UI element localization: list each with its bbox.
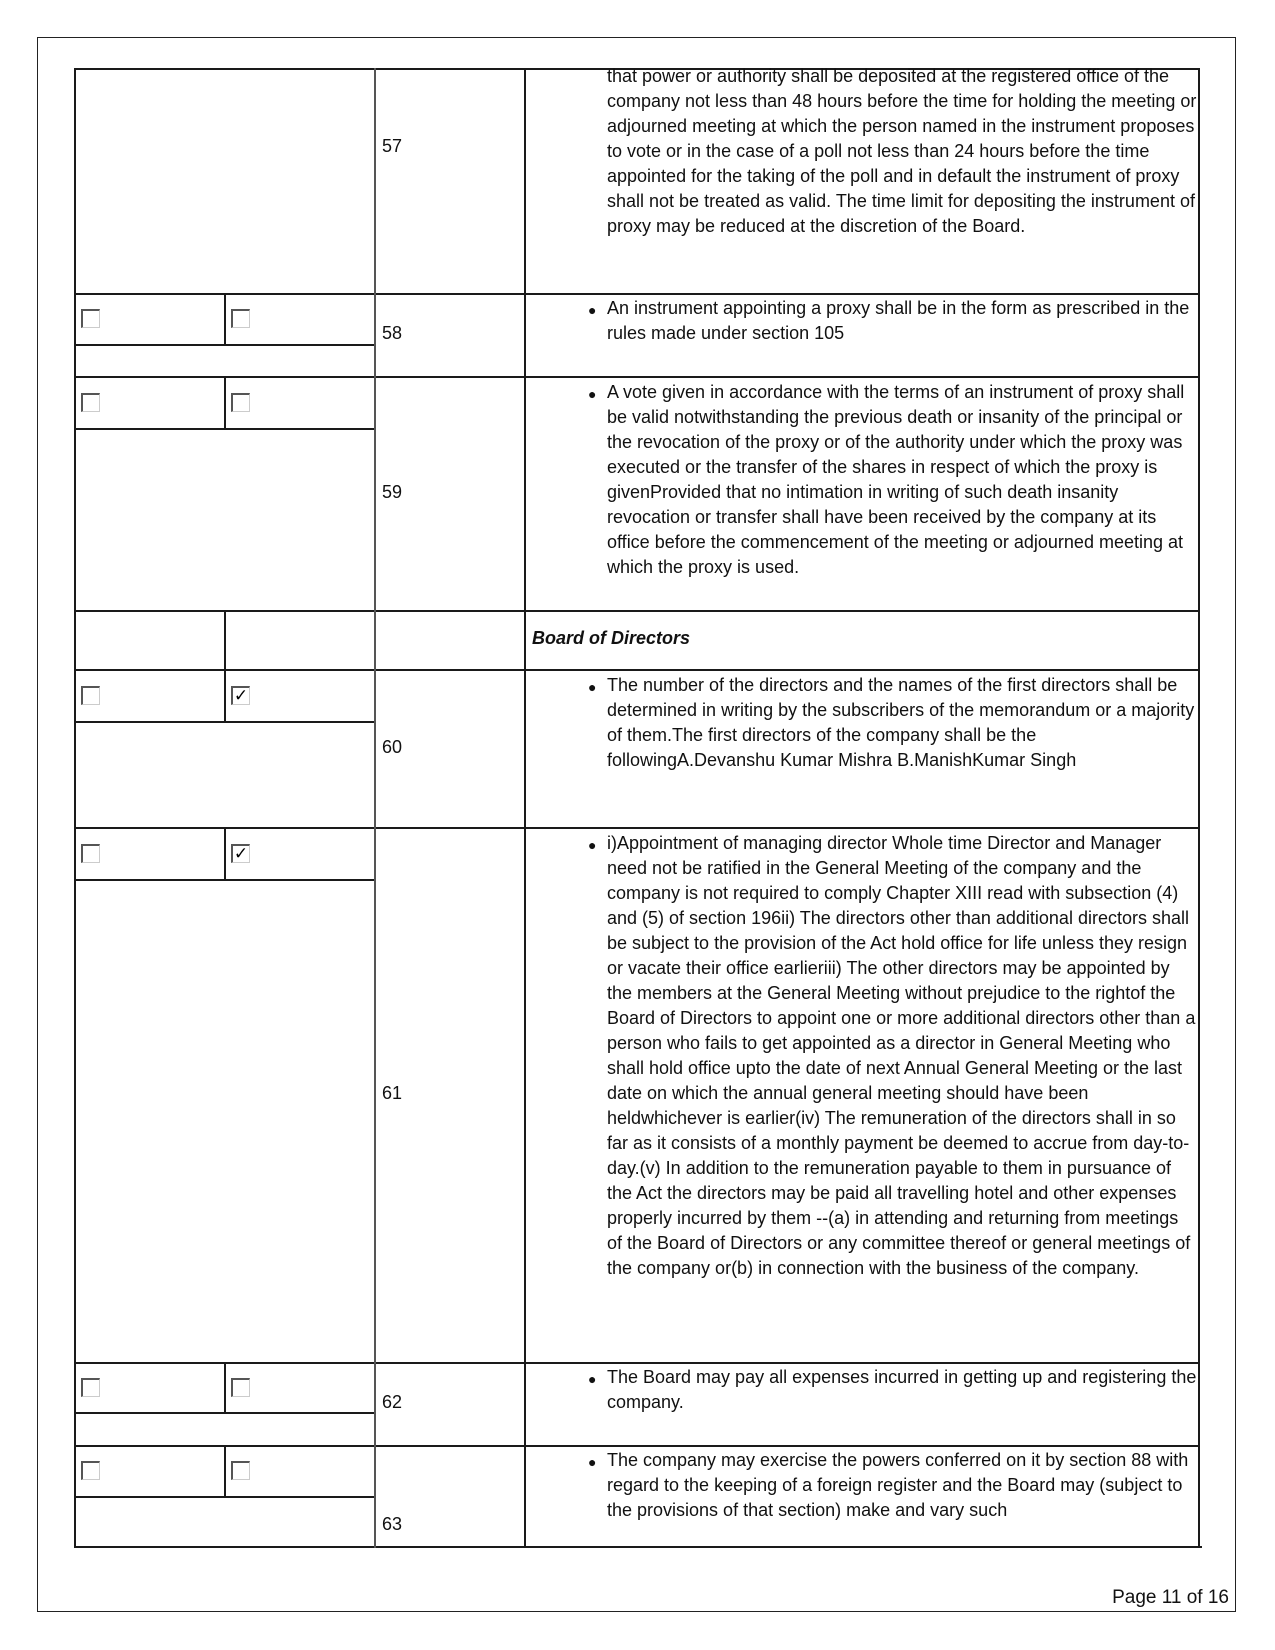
table-left-border [74, 68, 76, 1548]
article-number: 63 [382, 1514, 403, 1534]
article-text: The number of the directors and the names of the first directors shall be determined in writing by the subscribers of the memorandum or a majority of them.The first directors of the company shall be the followingA.Devanshu Kumar Mishra B.ManishKumar Singh [607, 675, 1195, 770]
row-divider [75, 293, 1200, 295]
checkbox-2[interactable] [231, 1378, 250, 1397]
row-divider [75, 827, 1200, 829]
article-number: 60 [382, 737, 403, 757]
checkbox-2[interactable] [231, 844, 250, 863]
page-number: Page 11 of 16 [1112, 1587, 1229, 1608]
checkbox-divider [224, 827, 226, 880]
checkbox-divider [224, 1362, 226, 1413]
article-number: 61 [382, 1083, 403, 1103]
checkmark-icon: ✓ [233, 844, 249, 863]
column-divider [374, 68, 376, 1548]
checkbox-2[interactable] [231, 309, 250, 328]
bullet-icon: ● [588, 1371, 597, 1387]
row-divider [75, 610, 1200, 612]
article-text: The Board may pay all expenses incurred in getting up and registering the company. [607, 1367, 1197, 1412]
row-divider [75, 1362, 1200, 1364]
row-divider [75, 669, 1200, 671]
checkbox-1[interactable] [81, 686, 100, 705]
bullet-icon: ● [588, 302, 597, 318]
checkbox-1[interactable] [81, 309, 100, 328]
article-number: 62 [382, 1392, 403, 1412]
checkbox-2[interactable] [231, 393, 250, 412]
article-number: 57 [382, 136, 403, 156]
checkbox-divider [224, 610, 226, 722]
row-divider [75, 1445, 1200, 1447]
bullet-icon: ● [588, 386, 597, 402]
checkbox-1[interactable] [81, 844, 100, 863]
checkbox-2[interactable] [231, 686, 250, 705]
table-right-border [1198, 68, 1200, 1548]
checkbox-divider [224, 1445, 226, 1497]
article-text: i)Appointment of managing director Whole time Director and Manager need not be ratified in the General Meeting of the company and the company is not required to comply Chapter XIII read with subsection (4) and (5) of section 196ii) The directors other than additional directors shall be subject to the provision of the Act hold office for life unless they resign or vacate their office earlieriii) The other directors may be appointed by the members at the General Meeting without prejudice to the rightof the Board of Directors to appoint one or more additional directors other than a person who fails to get appointed as a director in General Meeting who shall hold office upto the date of next Annual General Meeting or the last date on which the annual general meeting should have been heldwhichever is earlier(iv) The remuneration of the directors shall in so far as it consists of a monthly payment be deemed to accrue from day-to-day.(v) In addition to the remuneration payable to them in pursuance of the Act the directors may be paid all travelling hotel and other expenses properly incurred by them --(a) in attending and returning from meetings of the Board of Directors or any committee thereof or general meetings of the company or(b) in connection with the business of the company. [607, 833, 1196, 1278]
checkmark-icon: ✓ [233, 686, 249, 705]
article-text: that power or authority shall be deposited at the registered office of the company not less than 48 hours before the time for holding the meeting or adjourned meeting at which the person named in the instrument proposes to vote or in the case of a poll not less than 24 hours before the time appointed for the taking of the poll and in default the instrument of proxy shall not be treated as valid. The time limit for depositing the instrument of proxy may be reduced at the discretion of the Board. [607, 66, 1197, 236]
article-text: An instrument appointing a proxy shall be in the form as prescribed in the rules made under section 105 [607, 298, 1190, 343]
checkbox-1[interactable] [81, 1378, 100, 1397]
checkbox-divider [224, 293, 226, 345]
checkbox-1[interactable] [81, 393, 100, 412]
article-number: 58 [382, 323, 403, 343]
checkbox-divider [224, 376, 226, 429]
article-text: The company may exercise the powers conferred on it by section 88 with regard to the keeping of a foreign register and the Board may (subject to the provisions of that section) make and vary such [607, 1450, 1189, 1520]
checkbox-2[interactable] [231, 1461, 250, 1480]
column-divider [524, 68, 526, 1548]
section-heading: Board of Directors [532, 628, 691, 648]
table-bottom-border [75, 1546, 1202, 1548]
checkbox-1[interactable] [81, 1461, 100, 1480]
bullet-icon: ● [588, 837, 597, 853]
article-number: 59 [382, 482, 403, 502]
bullet-icon: ● [588, 1454, 597, 1470]
row-divider [75, 376, 1200, 378]
article-text: A vote given in accordance with the terms of an instrument of proxy shall be valid notwithstanding the previous death or insanity of the principal or the revocation of the proxy or of the authority under which the proxy was executed or the transfer of the shares in respect of which the proxy is givenProvided that no intimation in writing of such death insanity revocation or transfer shall have been received by the company at its office before the commencement of the meeting or adjourned meeting at which the proxy is used. [607, 382, 1185, 577]
bullet-icon: ● [588, 679, 597, 695]
